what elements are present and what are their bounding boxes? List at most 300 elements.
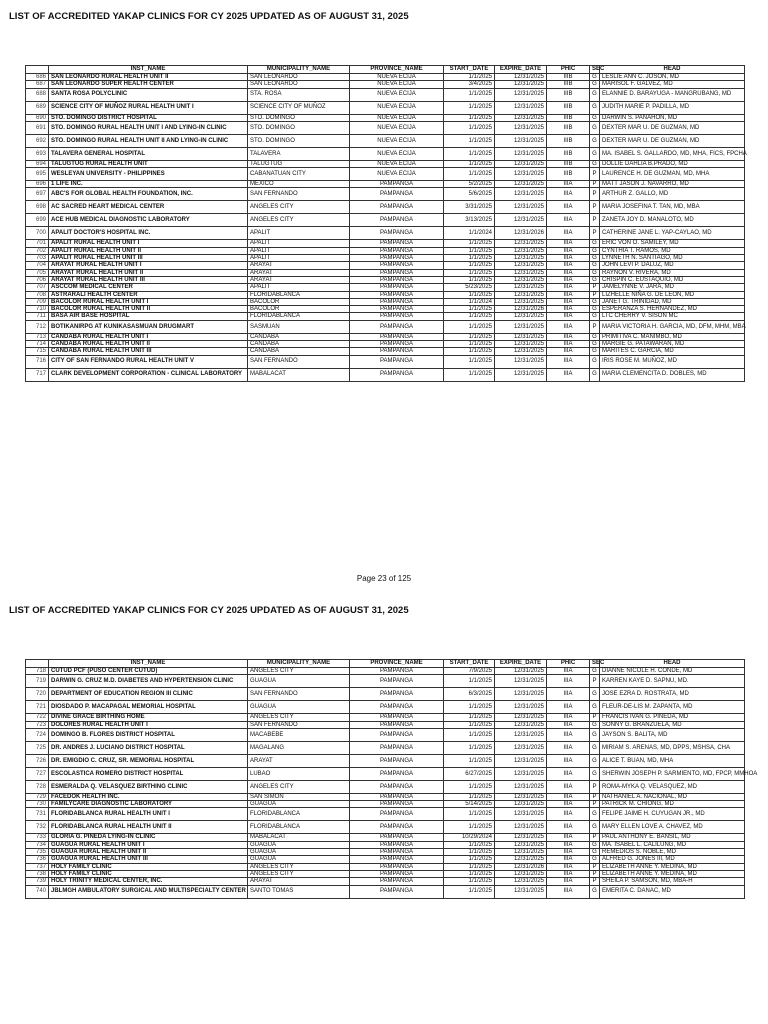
sec-cell: G: [590, 306, 600, 313]
sec-cell: P: [590, 284, 600, 291]
phic-cell: IIIA: [547, 701, 590, 714]
expire-date-cell: 12/31/2025: [495, 247, 547, 254]
column-header-phic: PHIC: [547, 660, 590, 668]
inst-name-cell: CANDABA RURAL HEALTH UNIT I: [49, 333, 248, 340]
table-row: [26, 793, 745, 800]
expire-date-cell: 12/31/2025: [495, 147, 547, 160]
column-header-head: HEAD: [600, 66, 745, 74]
start-date-cell: 5/23/2025: [444, 284, 495, 291]
municipality-cell: SAN SIMON: [248, 793, 350, 800]
sec-cell: G: [590, 688, 600, 701]
sec-cell: P: [590, 878, 600, 885]
province-cell: PAMPANGA: [350, 767, 444, 780]
municipality-cell: APALIT: [248, 227, 350, 240]
municipality-cell: GUAGUA: [248, 849, 350, 856]
phic-cell: IIIA: [547, 262, 590, 269]
inst-name-cell: TALAVERA GENERAL HOSPITAL: [49, 147, 248, 160]
start-date-cell: 6/27/2025: [444, 767, 495, 780]
head-cell: DEXTER MAR U. DE GUZMAN, MD: [600, 121, 745, 134]
start-date-cell: 1/1/2025: [444, 313, 495, 320]
municipality-cell: SANTO TOMAS: [248, 885, 350, 898]
head-cell: MARGIE G. PATAWARAN, MD: [600, 341, 745, 348]
table-row: [26, 181, 745, 188]
start-date-cell: 1/1/2025: [444, 269, 495, 276]
table-row: [26, 701, 745, 714]
province-cell: PAMPANGA: [350, 298, 444, 305]
province-cell: NUEVA ECIJA: [350, 81, 444, 88]
head-cell: ELIZABETH ANNE Y. MEDINA, MD: [600, 863, 745, 870]
inst-name-cell: APALIT RURAL HEALTH UNIT II: [49, 247, 248, 254]
municipality-cell: ARAYAT: [248, 262, 350, 269]
expire-date-cell: 12/31/2025: [495, 160, 547, 167]
inst-name-cell: GUAGUA RURAL HEALTH UNIT I: [49, 841, 248, 848]
sec-cell: G: [590, 821, 600, 834]
start-date-cell: 1/1/2025: [444, 348, 495, 355]
inst-name-cell: ASCCOM MEDICAL CENTER: [49, 284, 248, 291]
sec-cell: G: [590, 101, 600, 114]
table-row: [26, 668, 745, 675]
municipality-cell: MABALACAT: [248, 368, 350, 381]
column-header-expire-date: EXPIRE_DATE: [495, 660, 547, 668]
phic-cell: IIIB: [547, 81, 590, 88]
phic-cell: IIIB: [547, 168, 590, 181]
expire-date-cell: 12/31/2025: [495, 368, 547, 381]
inst-name-cell: STO. DOMINGO DISTRICT HOSPITAL: [49, 114, 248, 121]
municipality-cell: APALIT: [248, 240, 350, 247]
table-row: [26, 313, 745, 320]
sec-cell: P: [590, 870, 600, 877]
province-cell: PAMPANGA: [350, 741, 444, 754]
head-cell: NATHANIEL A. NACIONAL, MD: [600, 793, 745, 800]
inst-name-cell: TALUGTUG RURAL HEALTH UNIT: [49, 160, 248, 167]
inst-name-cell: DIOSDADO P. MACAPAGAL MEMORIAL HOSPITAL: [49, 701, 248, 714]
start-date-cell: 1/1/2025: [444, 741, 495, 754]
expire-date-cell: 12/31/2025: [495, 74, 547, 81]
sec-cell: G: [590, 808, 600, 821]
sec-cell: P: [590, 863, 600, 870]
table-row: [26, 88, 745, 101]
start-date-cell: 1/1/2025: [444, 885, 495, 898]
inst-name-cell: DR. ANDRES J. LUCIANO DISTRICT HOSPITAL: [49, 741, 248, 754]
province-cell: PAMPANGA: [350, 255, 444, 262]
table-row: [26, 870, 745, 877]
municipality-cell: APALIT: [248, 284, 350, 291]
table-row: [26, 201, 745, 214]
table-row: [26, 767, 745, 780]
sec-cell: P: [590, 834, 600, 841]
head-cell: DIANNE NICOLE H. CONDE, MD: [600, 668, 745, 675]
table-row: [26, 255, 745, 262]
sec-cell: G: [590, 856, 600, 863]
expire-date-cell: 12/31/2025: [495, 885, 547, 898]
start-date-cell: 1/1/2025: [444, 849, 495, 856]
municipality-cell: FLORIDABLANCA: [248, 313, 350, 320]
sec-cell: G: [590, 701, 600, 714]
municipality-cell: APALIT: [248, 255, 350, 262]
row-number: 705: [26, 269, 49, 276]
inst-name-cell: FACEDOK HEALTH INC.: [49, 793, 248, 800]
row-number: 731: [26, 808, 49, 821]
table-row: [26, 355, 745, 368]
table-row: [26, 262, 745, 269]
expire-date-cell: 12/31/2025: [495, 675, 547, 688]
head-cell: PATRICK M. CHIONG, MD: [600, 801, 745, 808]
inst-name-cell: CANDABA RURAL HEALTH UNIT II: [49, 341, 248, 348]
phic-cell: IIIA: [547, 863, 590, 870]
document-title: LIST OF ACCREDITED YAKAP CLINICS FOR CY 2025 UPDATED AS OF AUGUST 31, 2025: [9, 11, 409, 22]
inst-name-cell: BASA AIR BASE HOSPITAL: [49, 313, 248, 320]
inst-name-cell: ABC'S FOR GLOBAL HEALTH FOUNDATION, INC.: [49, 188, 248, 201]
expire-date-cell: 12/31/2025: [495, 284, 547, 291]
head-cell: IRIS ROSE M. MUÑOZ, MD: [600, 355, 745, 368]
row-number: 691: [26, 121, 49, 134]
municipality-cell: ARAYAT: [248, 878, 350, 885]
province-cell: PAMPANGA: [350, 728, 444, 741]
table-row: [26, 74, 745, 81]
head-cell: SONNY G. BRANZUELA, MD: [600, 721, 745, 728]
start-date-cell: 1/1/2025: [444, 247, 495, 254]
phic-cell: IIIA: [547, 668, 590, 675]
expire-date-cell: 12/31/2025: [495, 320, 547, 333]
head-cell: CATHERINE JANE L. YAP-CAYLAO, MD: [600, 227, 745, 240]
sec-cell: P: [590, 291, 600, 298]
inst-name-cell: BACOLOR RURAL HEALTH UNIT II: [49, 306, 248, 313]
head-cell: JAMELYNNE V. JARA, MD: [600, 284, 745, 291]
province-cell: PAMPANGA: [350, 849, 444, 856]
inst-name-cell: STO. DOMINGO RURAL HEALTH UNIT I AND LYING-IN CLINIC: [49, 121, 248, 134]
municipality-cell: MAGALANG: [248, 741, 350, 754]
row-number: 740: [26, 885, 49, 898]
phic-cell: IIIA: [547, 856, 590, 863]
row-number: 702: [26, 247, 49, 254]
expire-date-cell: 12/31/2025: [495, 240, 547, 247]
expire-date-cell: 12/31/2025: [495, 101, 547, 114]
table-row: [26, 675, 745, 688]
start-date-cell: 1/1/2025: [444, 341, 495, 348]
table-body: [26, 668, 758, 899]
table-row: [26, 878, 745, 885]
column-header-number: [26, 66, 49, 74]
head-cell: MARISOL F. GALVEZ, MD: [600, 81, 745, 88]
start-date-cell: 1/1/2025: [444, 306, 495, 313]
table-header-row: [26, 660, 745, 668]
start-date-cell: 10/29/2024: [444, 834, 495, 841]
expire-date-cell: 12/31/2025: [495, 856, 547, 863]
phic-cell: IIIA: [547, 741, 590, 754]
municipality-cell: GUAGUA: [248, 801, 350, 808]
column-header-inst-name: INST_NAME: [49, 660, 248, 668]
municipality-cell: APALIT: [248, 247, 350, 254]
inst-name-cell: CLARK DEVELOPMENT CORPORATION - CLINICAL LABORATORY: [49, 368, 248, 381]
row-number: 698: [26, 201, 49, 214]
inst-name-cell: SAN LEONARDO SUPER HEALTH CENTER: [49, 81, 248, 88]
phic-cell: IIIA: [547, 255, 590, 262]
table-row: [26, 284, 745, 291]
expire-date-cell: 12/31/2025: [495, 849, 547, 856]
sec-cell: P: [590, 801, 600, 808]
inst-name-cell: ASTRARALI HEALTH CENTER: [49, 291, 248, 298]
phic-cell: IIIB: [547, 147, 590, 160]
phic-cell: IIIB: [547, 121, 590, 134]
column-header-expire-date: EXPIRE_DATE: [495, 66, 547, 74]
municipality-cell: ANGELES CITY: [248, 214, 350, 227]
expire-date-cell: 12/31/2025: [495, 121, 547, 134]
phic-cell: IIIA: [547, 247, 590, 254]
sec-cell: G: [590, 767, 600, 780]
phic-cell: IIIA: [547, 721, 590, 728]
expire-date-cell: 12/31/2025: [495, 348, 547, 355]
expire-date-cell: 12/31/2025: [495, 741, 547, 754]
table-body: [26, 74, 745, 382]
head-cell: JOSE EZRA D. ROSTRATA, MD: [600, 688, 745, 701]
municipality-cell: ANGELES CITY: [248, 780, 350, 793]
province-cell: PAMPANGA: [350, 841, 444, 848]
province-cell: NUEVA ECIJA: [350, 160, 444, 167]
sec-cell: G: [590, 247, 600, 254]
municipality-cell: STA. ROSA: [248, 88, 350, 101]
inst-name-cell: ARAYAT RURAL HEALTH UNIT III: [49, 276, 248, 283]
start-date-cell: 6/3/2025: [444, 688, 495, 701]
start-date-cell: 1/1/2025: [444, 160, 495, 167]
municipality-cell: CANDABA: [248, 348, 350, 355]
row-number: 710: [26, 306, 49, 313]
row-number: 733: [26, 834, 49, 841]
start-date-cell: 3/31/2025: [444, 201, 495, 214]
head-cell: FELIPE JAIME H. CUYUGAN JR., MD: [600, 808, 745, 821]
start-date-cell: 1/1/2025: [444, 841, 495, 848]
row-number: 701: [26, 240, 49, 247]
sec-cell: G: [590, 333, 600, 340]
table-row: [26, 276, 745, 283]
row-number: 707: [26, 284, 49, 291]
start-date-cell: 1/1/2025: [444, 114, 495, 121]
table-row: [26, 780, 745, 793]
inst-name-cell: DEPARTMENT OF EDUCATION REGION III CLINIC: [49, 688, 248, 701]
inst-name-cell: FLORIDABLANCA RURAL HEALTH UNIT II: [49, 821, 248, 834]
column-header-municipality: MUNICIPALITY_NAME: [248, 660, 350, 668]
start-date-cell: 7/9/2025: [444, 668, 495, 675]
inst-name-cell: ESCOLASTICA ROMERO DISTRICT HOSPITAL: [49, 767, 248, 780]
sec-cell: G: [590, 849, 600, 856]
expire-date-cell: 12/31/2025: [495, 81, 547, 88]
province-cell: PAMPANGA: [350, 306, 444, 313]
row-number: 690: [26, 114, 49, 121]
municipality-cell: GUAGUA: [248, 856, 350, 863]
province-cell: PAMPANGA: [350, 291, 444, 298]
expire-date-cell: 12/31/2025: [495, 313, 547, 320]
expire-date-cell: 12/31/2025: [495, 214, 547, 227]
province-cell: NUEVA ECIJA: [350, 101, 444, 114]
column-header-province: PROVINCE_NAME: [350, 66, 444, 74]
row-number: 709: [26, 298, 49, 305]
province-cell: NUEVA ECIJA: [350, 147, 444, 160]
table-row: [26, 214, 745, 227]
sec-cell: G: [590, 341, 600, 348]
inst-name-cell: FLORIDABLANCA RURAL HEALTH UNIT I: [49, 808, 248, 821]
row-number: 720: [26, 688, 49, 701]
province-cell: PAMPANGA: [350, 276, 444, 283]
row-number: 732: [26, 821, 49, 834]
phic-cell: IIIA: [547, 240, 590, 247]
head-cell: FRANCIS IVAN G. PINEDA, MD: [600, 714, 745, 721]
municipality-cell: ANGELES CITY: [248, 870, 350, 877]
phic-cell: IIIB: [547, 74, 590, 81]
inst-name-cell: GUAGUA RURAL HEALTH UNIT II: [49, 849, 248, 856]
head-cell: MA. ISABEL S. GALLARDO, MD, MHA, FICS, FPCHA: [600, 147, 745, 160]
head-cell: CRISPIN C. EUSTAQUIO, MD: [600, 276, 745, 283]
inst-name-cell: BOTIKANIRPG AT KUNIKASASMUAN DRUGMART: [49, 320, 248, 333]
sec-cell: G: [590, 298, 600, 305]
head-cell: SHERWIN JOSEPH P. SARMIENTO, MD, FPCP, MMHOA: [600, 767, 745, 780]
table-row: [26, 341, 745, 348]
page-number: Page 23 of 125: [356, 574, 412, 583]
row-number: 739: [26, 878, 49, 885]
head-cell: LIZHELLE NIÑA G. DE LEON, MD: [600, 291, 745, 298]
table-row: [26, 101, 745, 114]
expire-date-cell: 12/31/2025: [495, 668, 547, 675]
phic-cell: IIIA: [547, 333, 590, 340]
column-header-start-date: START_DATE: [444, 66, 495, 74]
row-number: 694: [26, 160, 49, 167]
sec-cell: G: [590, 121, 600, 134]
table-row: [26, 821, 745, 834]
municipality-cell: ARAYAT: [248, 276, 350, 283]
head-cell: FLEUR-DE-LIS M. ZAPANTA, MD: [600, 701, 745, 714]
municipality-cell: ANGELES CITY: [248, 668, 350, 675]
province-cell: PAMPANGA: [350, 188, 444, 201]
sec-cell: G: [590, 741, 600, 754]
inst-name-cell: GLORIA G. PINEDA LYING-IN CLINIC: [49, 834, 248, 841]
start-date-cell: 1/1/2025: [444, 870, 495, 877]
sec-cell: G: [590, 754, 600, 767]
municipality-cell: MACABEBE: [248, 728, 350, 741]
phic-cell: IIIA: [547, 793, 590, 800]
province-cell: NUEVA ECIJA: [350, 121, 444, 134]
sec-cell: G: [590, 885, 600, 898]
phic-cell: IIIB: [547, 160, 590, 167]
start-date-cell: 1/1/2025: [444, 240, 495, 247]
column-header-head: HEAD: [600, 660, 745, 668]
province-cell: PAMPANGA: [350, 801, 444, 808]
start-date-cell: 5/6/2025: [444, 188, 495, 201]
municipality-cell: CANDABA: [248, 341, 350, 348]
sec-cell: P: [590, 320, 600, 333]
column-header-number: [26, 660, 49, 668]
municipality-cell: FLORIDABLANCA: [248, 821, 350, 834]
start-date-cell: 3/4/2025: [444, 81, 495, 88]
sec-cell: G: [590, 147, 600, 160]
table-row: [26, 721, 745, 728]
head-cell: DEXTER MAR U. DE GUZMAN, MD: [600, 134, 745, 147]
expire-date-cell: 12/31/2025: [495, 134, 547, 147]
municipality-cell: BACOLOR: [248, 298, 350, 305]
head-cell: REMEDIOS S. NOBLE, MD: [600, 849, 745, 856]
municipality-cell: GUAGUA: [248, 675, 350, 688]
table-row: [26, 714, 745, 721]
phic-cell: IIIA: [547, 368, 590, 381]
municipality-cell: STO. DOMINGO: [248, 134, 350, 147]
column-header-phic: PHIC: [547, 66, 590, 74]
head-cell: JUDITH MARIE P. PADILLA, MD: [600, 101, 745, 114]
phic-cell: IIIA: [547, 870, 590, 877]
row-number: 688: [26, 88, 49, 101]
phic-cell: IIIA: [547, 714, 590, 721]
province-cell: PAMPANGA: [350, 863, 444, 870]
phic-cell: IIIA: [547, 348, 590, 355]
start-date-cell: 1/1/2025: [444, 320, 495, 333]
row-number: 725: [26, 741, 49, 754]
phic-cell: IIIA: [547, 214, 590, 227]
phic-cell: IIIA: [547, 849, 590, 856]
expire-date-cell: 12/31/2025: [495, 188, 547, 201]
document-title-repeat: LIST OF ACCREDITED YAKAP CLINICS FOR CY 2025 UPDATED AS OF AUGUST 31, 2025: [9, 605, 409, 616]
start-date-cell: 1/1/2024: [444, 227, 495, 240]
head-cell: MA. ISABEL L. CALILUNG, MD: [600, 841, 745, 848]
expire-date-cell: 12/31/2025: [495, 276, 547, 283]
expire-date-cell: 12/31/2025: [495, 114, 547, 121]
municipality-cell: ARAYAT: [248, 269, 350, 276]
clinics-table: [25, 65, 745, 382]
inst-name-cell: HOLY FAMILY CLINIC: [49, 870, 248, 877]
sec-cell: P: [590, 181, 600, 188]
row-number: 734: [26, 841, 49, 848]
table-row: [26, 841, 745, 848]
municipality-cell: SAN FERNANDO: [248, 188, 350, 201]
inst-name-cell: STO. DOMINGO RURAL HEALTH UNIT II AND LYING-IN CLINIC: [49, 134, 248, 147]
inst-name-cell: DIVINE GRACE BIRTHING HOME: [49, 714, 248, 721]
head-cell: SHEILA P. SAMSON, MD, MBA-H: [600, 878, 745, 885]
expire-date-cell: 12/31/2025: [495, 878, 547, 885]
start-date-cell: 1/1/2025: [444, 863, 495, 870]
municipality-cell: ANGELES CITY: [248, 714, 350, 721]
start-date-cell: 5/14/2025: [444, 801, 495, 808]
province-cell: PAMPANGA: [350, 754, 444, 767]
expire-date-cell: 12/31/2025: [495, 821, 547, 834]
row-number: 724: [26, 728, 49, 741]
province-cell: PAMPANGA: [350, 878, 444, 885]
municipality-cell: BACOLOR: [248, 306, 350, 313]
expire-date-cell: 12/31/2025: [495, 333, 547, 340]
head-cell: RAYNON V. RIVERA, MD: [600, 269, 745, 276]
province-cell: PAMPANGA: [350, 721, 444, 728]
table-row: [26, 849, 745, 856]
inst-name-cell: 1 LIFE INC.: [49, 181, 248, 188]
head-cell: MARITES C. GARCIA, MD: [600, 348, 745, 355]
inst-name-cell: JBLMGH AMBULATORY SURGICAL AND MULTISPECIALTY CENTER: [49, 885, 248, 898]
row-number: 706: [26, 276, 49, 283]
head-cell: PAUL ANTHONY E. BANSIL, MD: [600, 834, 745, 841]
table-row: [26, 754, 745, 767]
row-number: 686: [26, 74, 49, 81]
table-row: [26, 240, 745, 247]
province-cell: PAMPANGA: [350, 793, 444, 800]
inst-name-cell: SANTA ROSA POLYCLINIC: [49, 88, 248, 101]
start-date-cell: 1/1/2025: [444, 793, 495, 800]
head-cell: JANET G. TRINIDAD, MD: [600, 298, 745, 305]
municipality-cell: SAN LEONARDO: [248, 74, 350, 81]
start-date-cell: 1/1/2025: [444, 754, 495, 767]
province-cell: PAMPANGA: [350, 333, 444, 340]
table-row: [26, 306, 745, 313]
province-cell: PAMPANGA: [350, 821, 444, 834]
head-cell: ELANNIE D. BARAYUGA - MANGRUBANG, MD: [600, 88, 745, 101]
row-number: 722: [26, 714, 49, 721]
row-number: 716: [26, 355, 49, 368]
column-header-inst-name: INST_NAME: [49, 66, 248, 74]
municipality-cell: SASMUAN: [248, 320, 350, 333]
start-date-cell: 1/1/2025: [444, 262, 495, 269]
expire-date-cell: 12/31/2025: [495, 298, 547, 305]
